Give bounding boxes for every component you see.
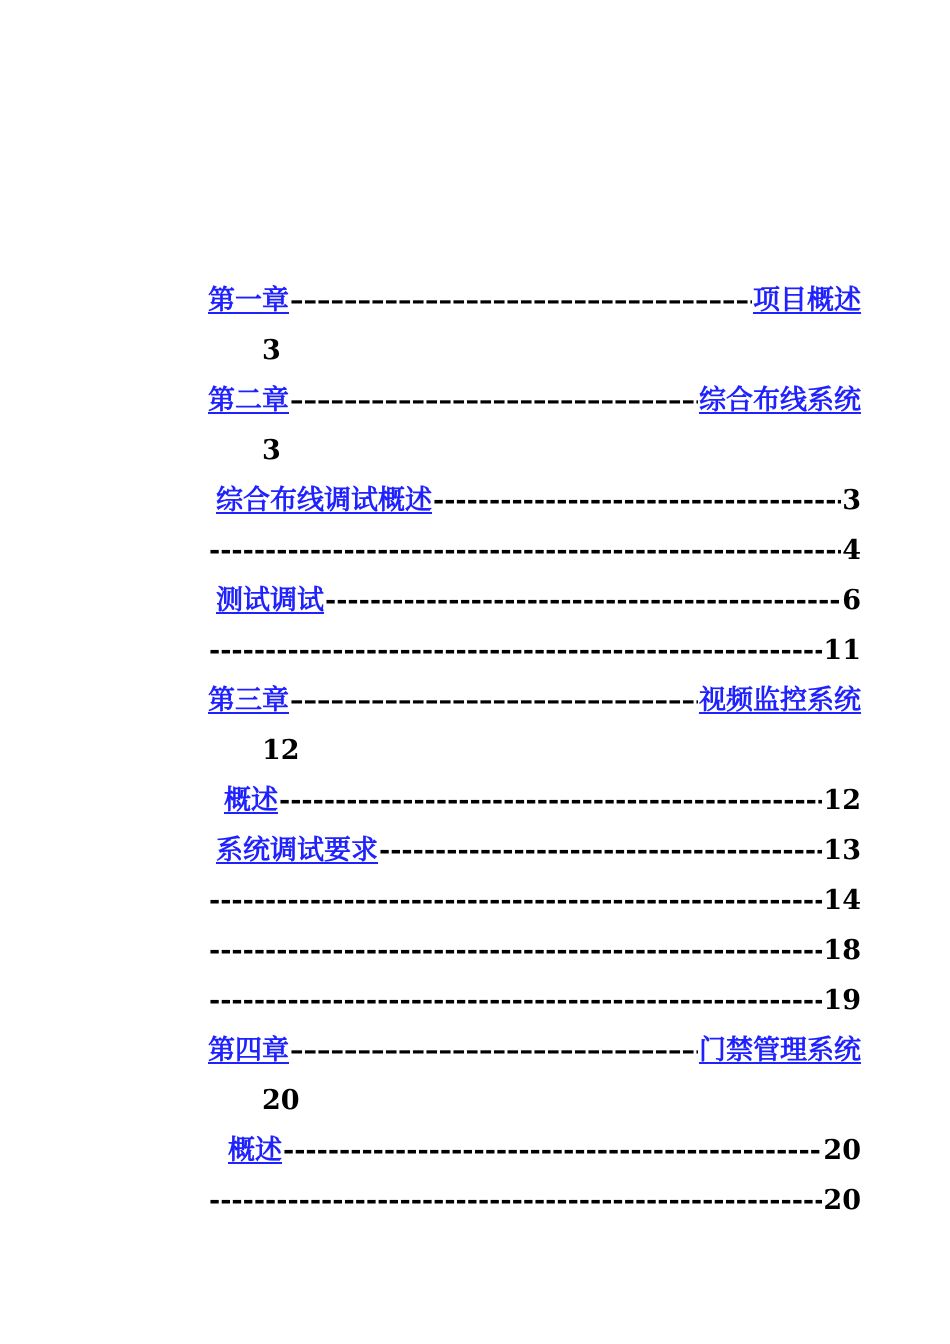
toc-link-chapter-1[interactable]: 第一章 — [208, 285, 289, 316]
toc-chapter-1 — [208, 276, 861, 326]
toc-link-section[interactable]: 概述 — [224, 785, 278, 816]
toc-page-number: 18 — [823, 935, 861, 966]
toc-link-chapter-1-title[interactable]: 项目概述 — [753, 285, 861, 316]
toc-leader-row — [208, 626, 861, 676]
toc-chapter-3-page-row — [208, 726, 861, 776]
toc-page-number: 4 — [842, 535, 861, 566]
toc-page-number: 6 — [842, 585, 861, 616]
toc-leader — [209, 526, 841, 576]
toc-link-section[interactable]: 测试调试 — [216, 585, 324, 616]
toc-link-chapter-3-title[interactable]: 视频监控系统 — [699, 685, 861, 716]
toc-link-section[interactable]: 综合布线调试概述 — [216, 485, 432, 516]
toc-page-number: 3 — [262, 435, 281, 466]
toc-leader — [209, 1176, 822, 1226]
toc-chapter-4 — [208, 1026, 861, 1076]
toc-section-row — [208, 1126, 861, 1176]
toc-leader — [379, 826, 822, 876]
toc-leader — [290, 276, 752, 326]
toc-link-chapter-4-title[interactable]: 门禁管理系统 — [699, 1035, 861, 1066]
toc-page-number: 14 — [823, 885, 861, 916]
toc-leader — [209, 626, 822, 676]
toc-leader — [209, 926, 822, 976]
toc-chapter-3 — [208, 676, 861, 726]
toc-leader — [290, 376, 698, 426]
toc-leader — [209, 876, 822, 926]
toc-link-section[interactable]: 系统调试要求 — [216, 835, 378, 866]
toc-leader — [290, 1026, 698, 1076]
toc-leader — [279, 776, 822, 826]
toc-leader-row — [208, 1176, 861, 1226]
toc-link-chapter-2-title[interactable]: 综合布线系统 — [699, 385, 861, 416]
toc-leader-row — [208, 926, 861, 976]
toc-leader — [325, 576, 841, 626]
toc-page-number: 20 — [262, 1085, 300, 1116]
toc-page-number: 3 — [842, 485, 861, 516]
toc-section-row — [208, 826, 861, 876]
toc-chapter-2-page-row — [208, 426, 861, 476]
toc-chapter-2 — [208, 376, 861, 426]
toc-leader — [433, 476, 841, 526]
toc-link-chapter-3[interactable]: 第三章 — [208, 685, 289, 716]
toc-leader — [283, 1126, 822, 1176]
toc-page-number: 12 — [262, 735, 300, 766]
toc-page-number: 19 — [823, 985, 861, 1016]
toc-page-number: 20 — [823, 1185, 861, 1216]
toc-section-row — [208, 576, 861, 626]
toc-chapter-1-page-row — [208, 326, 861, 376]
toc-page-number: 11 — [823, 635, 861, 666]
toc-section-row — [208, 476, 861, 526]
toc-leader-row — [208, 526, 861, 576]
toc-page-number: 20 — [823, 1135, 861, 1166]
toc-link-chapter-4[interactable]: 第四章 — [208, 1035, 289, 1066]
toc-leader — [290, 676, 698, 726]
toc-chapter-4-page-row — [208, 1076, 861, 1126]
toc-leader-row — [208, 976, 861, 1026]
toc-leader-row — [208, 876, 861, 926]
toc-section-row — [208, 776, 861, 826]
toc-leader — [209, 976, 822, 1026]
toc-page-number: 3 — [262, 335, 281, 366]
toc-page-number: 13 — [823, 835, 861, 866]
toc-page-number: 12 — [823, 785, 861, 816]
table-of-contents — [208, 276, 861, 1226]
toc-link-chapter-2[interactable]: 第二章 — [208, 385, 289, 416]
toc-link-section[interactable]: 概述 — [228, 1135, 282, 1166]
